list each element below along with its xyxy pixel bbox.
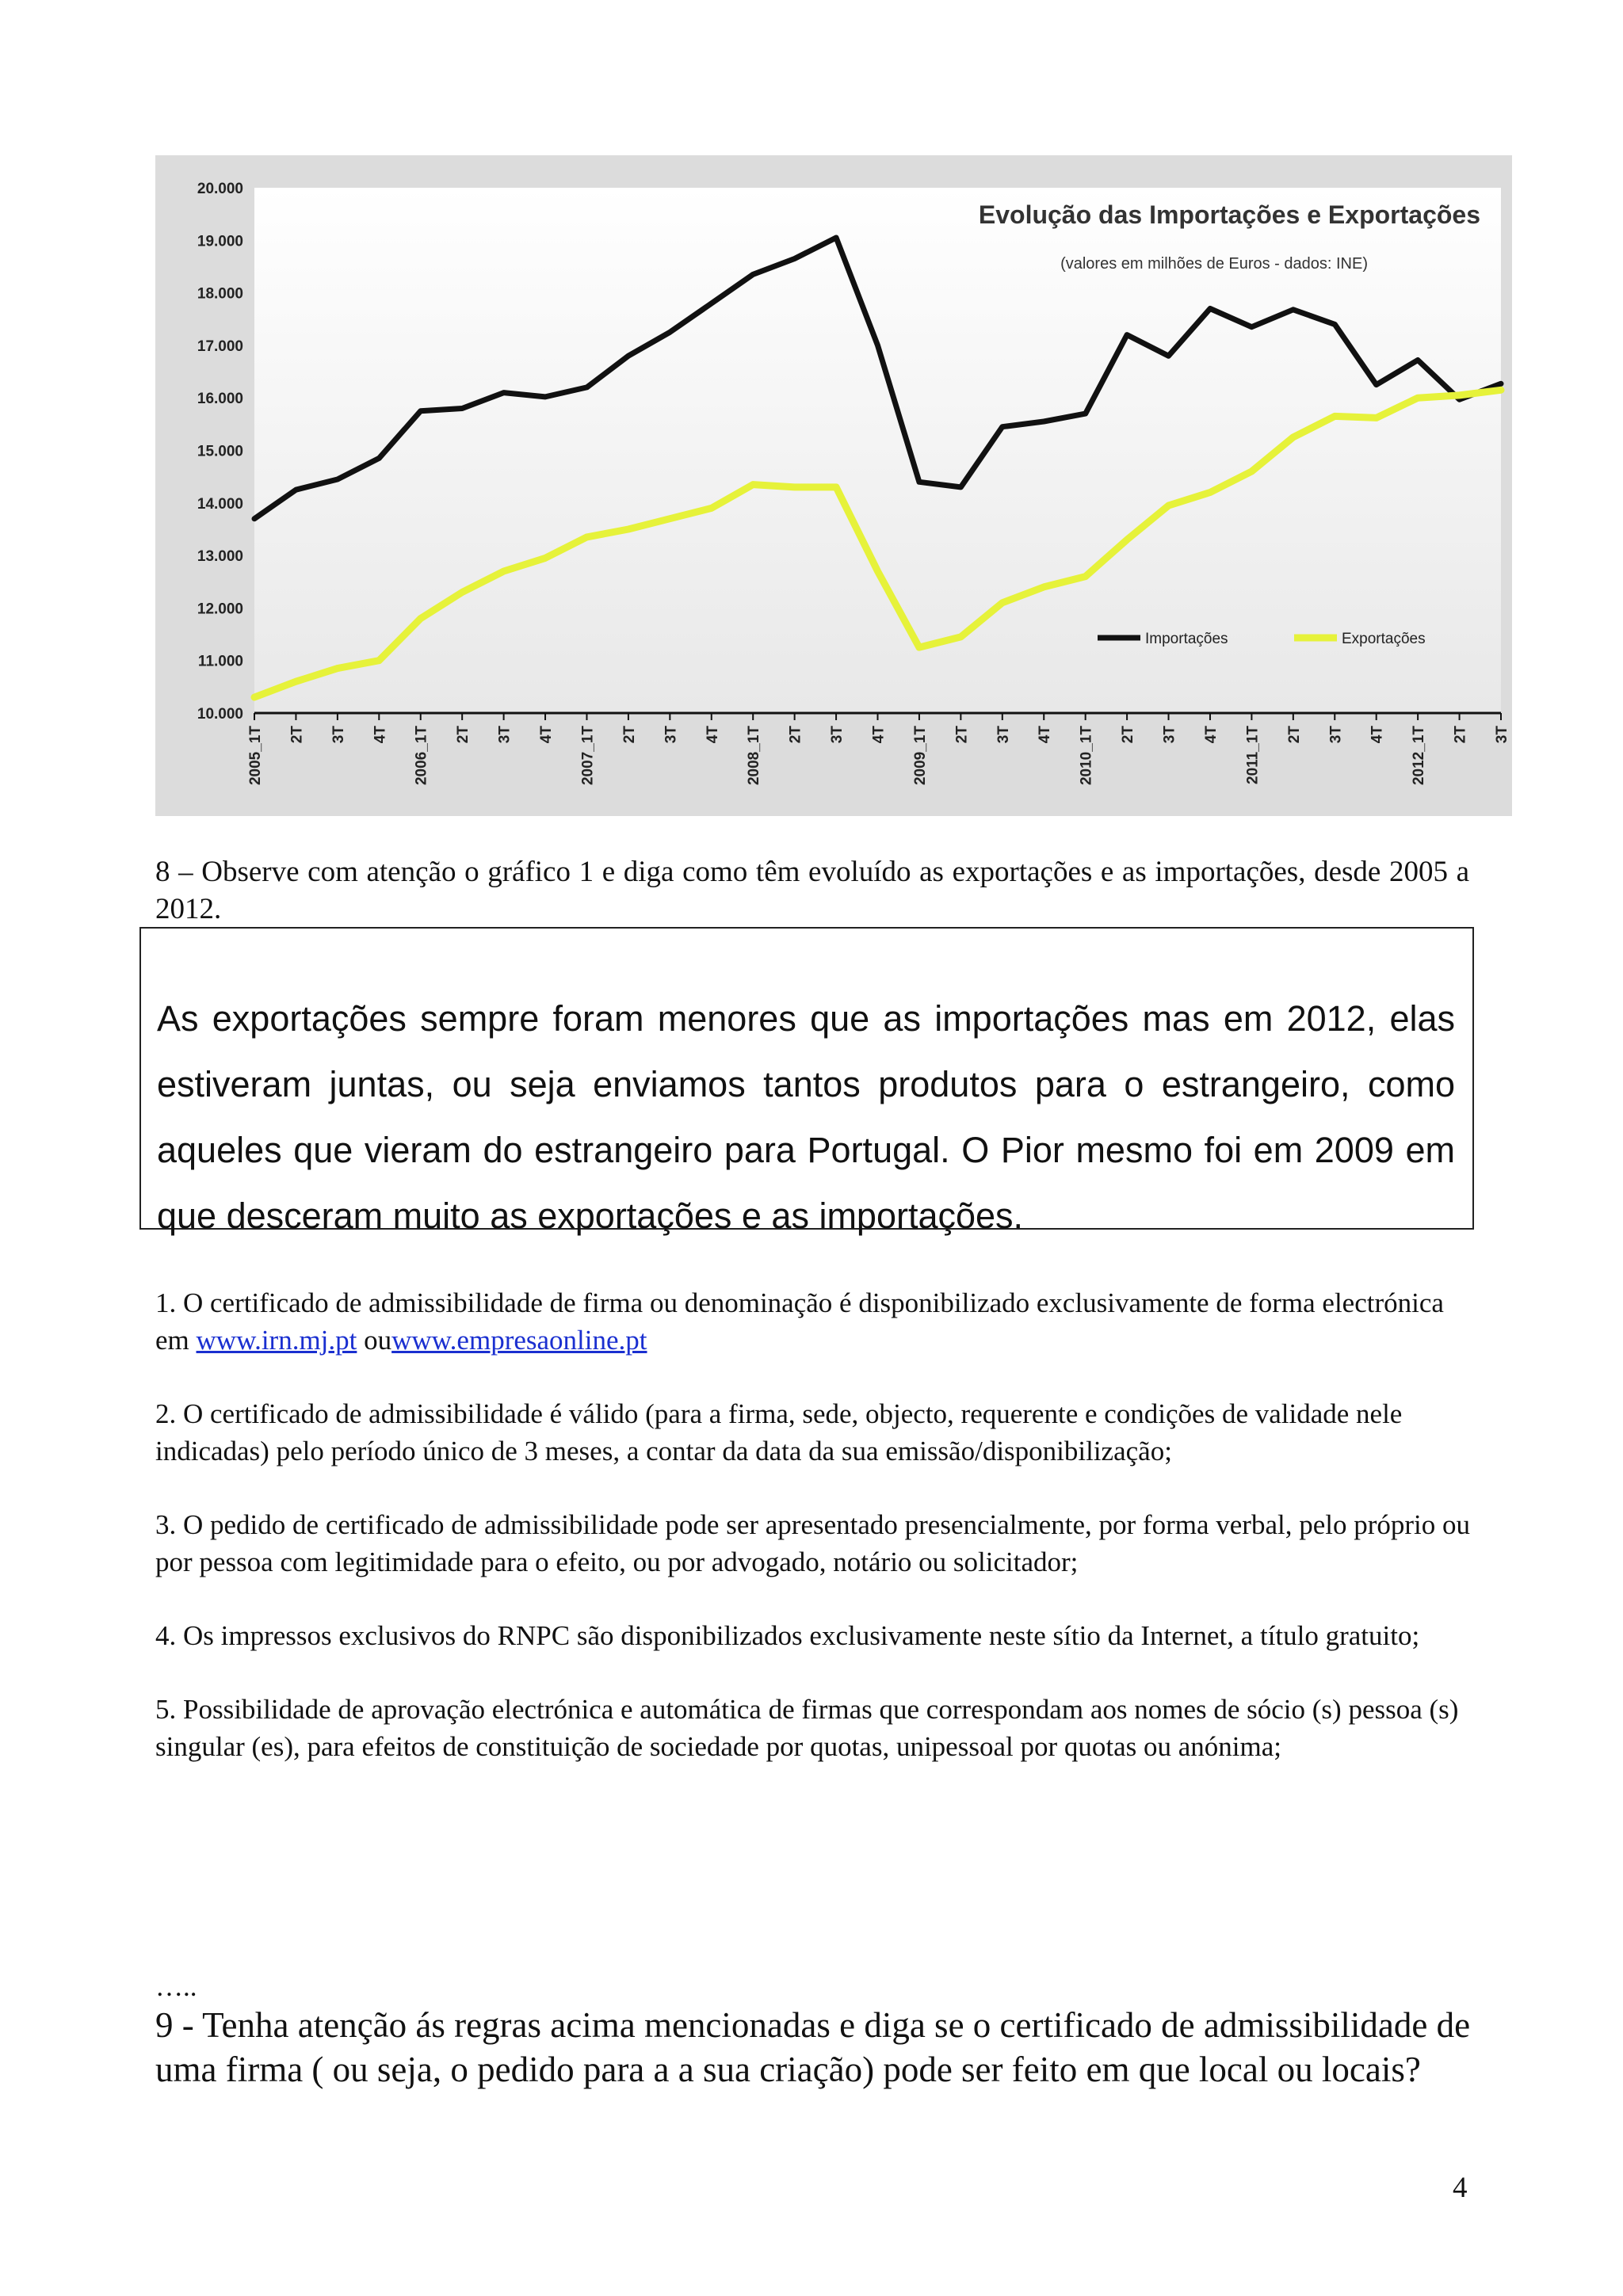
imports-exports-chart: [155, 155, 1512, 816]
x-tick-label: 2010_1T: [1078, 726, 1095, 786]
x-tick-label: 3T: [829, 726, 846, 744]
chart-svg: [155, 155, 1512, 816]
y-tick-label: 10.000: [197, 706, 243, 723]
chart-title: Evolução das Importações e Exportações: [978, 200, 1480, 229]
empresaonline-link[interactable]: www.empresaonline.pt: [391, 1325, 647, 1356]
x-tick-label: 3T: [1327, 726, 1345, 744]
ellipsis: …..: [155, 1971, 197, 2002]
rule-5: 5. Possibilidade de aprovação electrónica e automática de firmas que correspondam aos nomes de sócio (s) pessoa (s) singular (es), para efeitos de constituição de sociedade por quotas, unipessoal por quotas ou anónima;: [155, 1694, 1459, 1762]
rule-4: 4. Os impressos exclusivos do RNPC são disponibilizados exclusivamente neste sítio da Internet, a título gratuito;: [155, 1620, 1420, 1651]
rules-list: [155, 1284, 1477, 1802]
rule-1-text: 1. O certificado de admissibilidade de firma ou denominação é disponibilizado exclusivamente de forma electrónica em: [155, 1287, 1444, 1356]
y-tick-label: 11.000: [197, 653, 243, 670]
x-tick-label: 3T: [330, 726, 347, 744]
x-tick-label: 3T: [663, 726, 680, 744]
x-tick-label: 4T: [870, 726, 888, 744]
x-tick-label: 2T: [787, 726, 804, 744]
y-tick-label: 19.000: [197, 233, 243, 250]
y-tick-label: 18.000: [197, 285, 243, 303]
page-number: 4: [1453, 2172, 1468, 2204]
y-tick-label: 15.000: [197, 443, 243, 460]
rule-1: [155, 1284, 1477, 1359]
rule-1-mid: ou: [357, 1325, 392, 1356]
x-tick-label: 4T: [1037, 726, 1054, 744]
x-tick-label: 4T: [704, 726, 721, 744]
x-tick-label: 4T: [1369, 726, 1386, 744]
y-tick-label: 14.000: [197, 495, 243, 513]
y-tick-label: 13.000: [197, 548, 243, 566]
answer-8-text: As exportações sempre foram menores que as importações mas em 2012, elas estiveram juntas, ou seja enviamos tantos produtos para o estrangeiro, como aqueles que vieram do estrangeiro para Portugal. O Pior mesmo foi em 2009 em que desceram muito as exportações e as importações.: [157, 998, 1455, 1236]
y-tick-label: 20.000: [197, 181, 243, 197]
x-tick-label: 2T: [1452, 726, 1469, 744]
answer-box: [139, 927, 1474, 1236]
legend-label: Importações: [1145, 631, 1228, 647]
y-tick-label: 16.000: [197, 391, 243, 408]
x-tick-label: 2T: [1120, 726, 1137, 744]
x-tick-label: 2011_1T: [1244, 726, 1262, 784]
x-tick-label: 3T: [496, 726, 514, 744]
x-tick-label: 4T: [538, 726, 556, 744]
x-tick-label: 3T: [1161, 726, 1178, 744]
x-tick-label: 2T: [288, 726, 306, 744]
question-9: 9 - Tenha atenção ás regras acima mencionadas e diga se o certificado de admissibilidade de uma firma ( ou seja, o pedido para a a sua criação) pode ser feito em que local ou locais?: [155, 2005, 1471, 2089]
x-tick-label: 3T: [1494, 726, 1510, 744]
chart-subtitle: (valores em milhões de Euros - dados: INE): [1060, 255, 1368, 273]
x-tick-label: 3T: [995, 726, 1012, 744]
x-tick-label: 2012_1T: [1411, 726, 1428, 786]
question-8: 8 – Observe com atenção o gráfico 1 e diga como têm evoluído as exportações e as importações, desde 2005 a 2012.: [155, 856, 1469, 925]
x-tick-label: 2009_1T: [911, 726, 929, 786]
x-tick-label: 2T: [1285, 726, 1303, 744]
y-tick-label: 17.000: [197, 338, 243, 355]
x-tick-label: 2T: [621, 726, 638, 744]
x-tick-label: 4T: [1202, 726, 1220, 744]
rule-2: 2. O certificado de admissibilidade é válido (para a firma, sede, objecto, requerente e condições de validade nele indicadas) pelo período único de 3 meses, a contar da data da sua emissão/disponibilização;: [155, 1398, 1403, 1466]
x-tick-label: 2T: [455, 726, 472, 744]
x-tick-label: 2005_1T: [247, 726, 264, 786]
legend-label: Exportações: [1342, 631, 1426, 647]
x-tick-label: 2006_1T: [413, 726, 430, 786]
x-tick-label: 2008_1T: [746, 726, 763, 786]
x-tick-label: 4T: [372, 726, 389, 744]
x-tick-label: 2007_1T: [579, 726, 597, 786]
y-tick-label: 12.000: [197, 601, 243, 618]
x-tick-label: 2T: [953, 726, 971, 744]
irn-link[interactable]: www.irn.mj.pt: [196, 1325, 357, 1356]
rule-3: 3. O pedido de certificado de admissibilidade pode ser apresentado presencialmente, por forma verbal, pelo próprio ou por pessoa com legitimidade para o efeito, ou por advogado, notário ou solicitador;: [155, 1509, 1470, 1577]
